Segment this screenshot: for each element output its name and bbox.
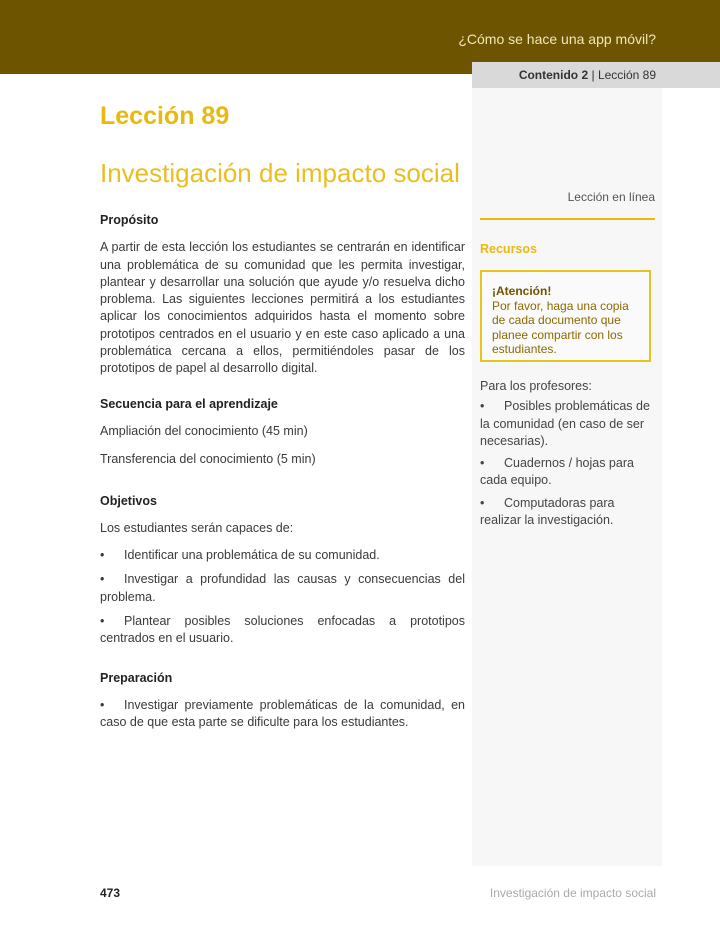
content-lesson-label bbox=[519, 68, 656, 82]
attention-text: Por favor, haga una copia de cada documento que planee compartir con los estudiantes. bbox=[492, 298, 629, 357]
bullet-icon: • bbox=[480, 399, 485, 414]
bullet-icon: • bbox=[100, 548, 105, 563]
content-label: Contenido 2 bbox=[518, 68, 589, 82]
course-title: ¿Cómo se hace una app móvil? bbox=[458, 31, 656, 47]
sequence-item: Transferencia del conocimiento (5 min) bbox=[100, 452, 316, 467]
footer-title: Investigación de impacto social bbox=[489, 886, 656, 900]
lesson-mode: Lección en línea bbox=[567, 190, 655, 204]
resources-heading: Recursos bbox=[480, 242, 537, 256]
sequence-heading: Secuencia para el aprendizaje bbox=[100, 396, 278, 411]
preparation-item: • Investigar previamente problemáticas de la comunidad, en caso de que esta parte se dificulte para los estudiantes. bbox=[100, 697, 465, 730]
teachers-label: Para los profesores: bbox=[480, 379, 592, 393]
objectives-heading: Objetivos bbox=[100, 493, 157, 508]
bullet-icon: • bbox=[100, 614, 105, 629]
sidebar-divider bbox=[480, 218, 655, 220]
bullet-icon: • bbox=[100, 697, 105, 712]
content-lesson-bar bbox=[472, 62, 720, 88]
resource-item: • Posibles problemáticas de la comunidad (en caso de ser necesarias). bbox=[480, 399, 650, 448]
attention-box bbox=[480, 270, 651, 362]
page-number: 473 bbox=[100, 886, 121, 900]
lesson-title: Investigación de impacto social bbox=[100, 158, 460, 188]
sequence-item: Ampliación del conocimiento (45 min) bbox=[100, 423, 308, 438]
main-content bbox=[100, 212, 465, 739]
resource-item: • Cuadernos / hojas para cada equipo. bbox=[480, 456, 634, 488]
separator: | bbox=[591, 68, 595, 82]
objective-item: • Identificar una problemática de su comunidad. bbox=[100, 547, 465, 564]
bullet-icon: • bbox=[480, 495, 485, 510]
objective-item: • Plantear posibles soluciones enfocadas a prototipos centrados en el usuario. bbox=[100, 614, 465, 646]
purpose-heading: Propósito bbox=[100, 213, 159, 227]
bullet-icon: • bbox=[480, 456, 485, 471]
bullet-icon: • bbox=[100, 572, 105, 587]
objective-item: • Investigar a profundidad las causas y consecuencias del problema. bbox=[100, 572, 465, 604]
objectives-intro: Los estudiantes serán capaces de: bbox=[100, 520, 294, 535]
resource-item: • Computadoras para realizar la investigación. bbox=[480, 495, 615, 528]
preparation-heading: Preparación bbox=[100, 670, 173, 685]
attention-title: ¡Atención! bbox=[492, 284, 552, 298]
teacher-resources bbox=[480, 378, 655, 534]
lesson-label: Lección 89 bbox=[597, 68, 656, 82]
lesson-number: Lección 89 bbox=[100, 102, 230, 130]
purpose-text: A partir de esta lección los estudiantes se centrarán en identificar una problemática de su comunidad que les permita investigar, plantear y desarrollar una solución que ayude y/o resuelva dicho problema. Las siguientes lecciones permitirá a los estudiantes aplicar los conocimientos adquiridos hasta el momento sobre prototipos centrados en el usuario y en este caso aplicado a una problemática cercana a ellos, permitiéndoles pasar de los prototipos de papel al desarrollo digital. bbox=[100, 240, 465, 376]
